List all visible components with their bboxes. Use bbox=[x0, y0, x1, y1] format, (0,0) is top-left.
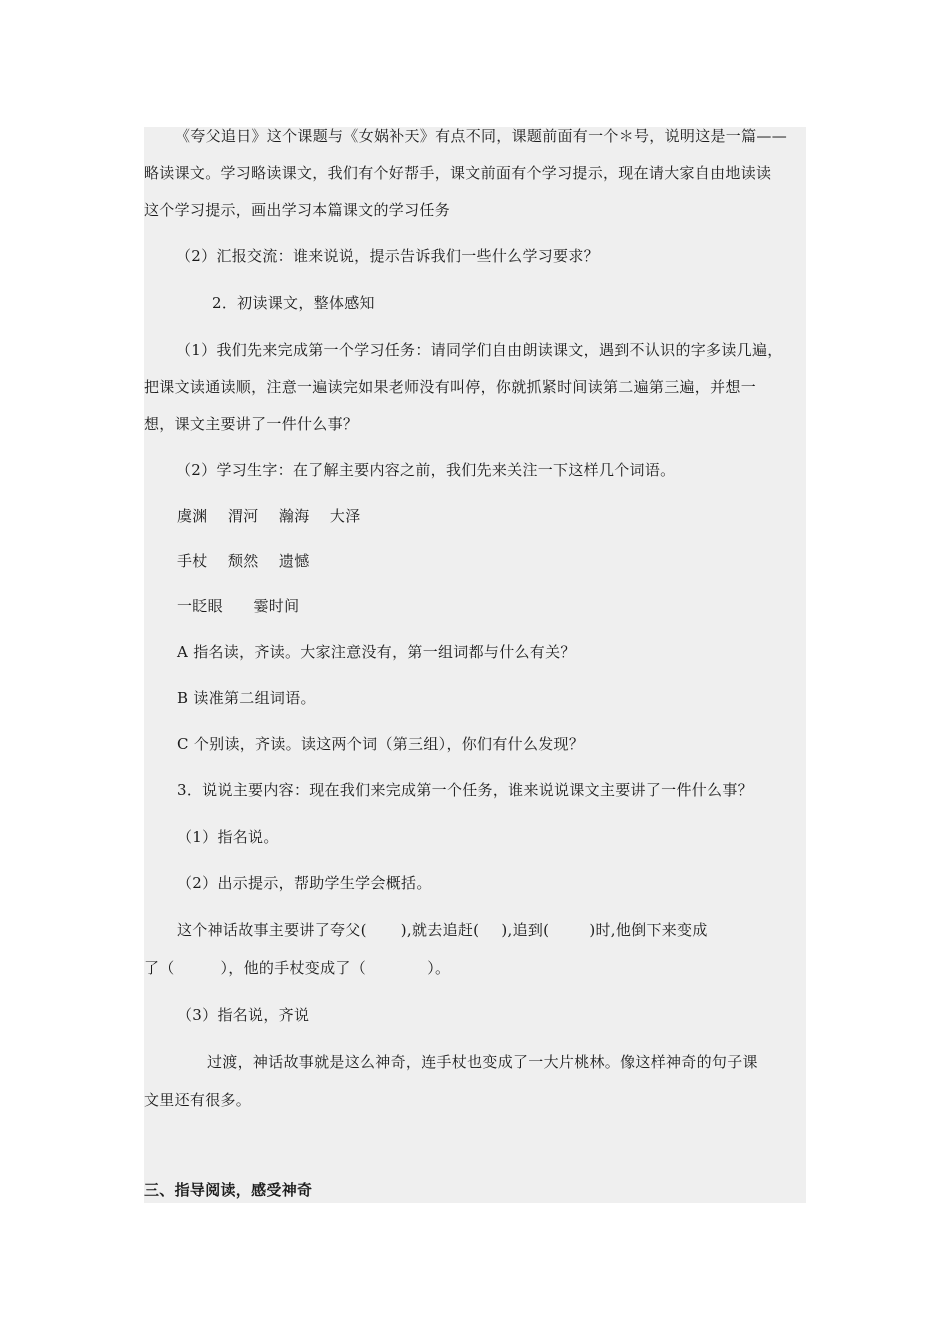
paragraph-line: 文里还有很多。 bbox=[144, 1091, 252, 1109]
section-heading: 三、指导阅读，感受神奇 bbox=[144, 1181, 313, 1199]
highlight-background bbox=[144, 127, 806, 1203]
paragraph-line: （1）指名说。 bbox=[177, 828, 279, 846]
fill-text-a: 这个神话故事主要讲了夸父( bbox=[177, 921, 367, 939]
paragraph-line: 这个学习提示，画出学习本篇课文的学习任务 bbox=[144, 201, 451, 219]
subheading: 2．初读课文，整体感知 bbox=[212, 294, 375, 312]
paragraph-line: C 个别读，齐读。读这两个词（第三组），你们有什么发现？ bbox=[177, 735, 585, 753]
paragraph-line: （2）汇报交流：谁来说说，提示告诉我们一些什么学习要求？ bbox=[176, 247, 599, 265]
fill-text-b: ),就去追赶( bbox=[400, 921, 480, 939]
subheading: 3．说说主要内容：现在我们来完成第一个任务，谁来说说课文主要讲了一件什么事？ bbox=[177, 781, 753, 799]
fill-text-c: ),追到( bbox=[501, 921, 550, 939]
fill-in-line bbox=[177, 920, 708, 940]
paragraph-line: A 指名读，齐读。大家注意没有，第一组词都与什么有关？ bbox=[177, 643, 576, 661]
fill-text-d: )时,他倒下来变成 bbox=[589, 921, 708, 939]
paragraph-line: B 读准第二组词语。 bbox=[177, 689, 316, 707]
vocabulary-group-2: 手杖 颓然 遗憾 bbox=[177, 552, 310, 570]
paragraph-line: 把课文读通读顺，注意一遍读完如果老师没有叫停，你就抓紧时间读第二遍第三遍，并想一 bbox=[144, 378, 757, 396]
paragraph-line: （2）出示提示，帮助学生学会概括。 bbox=[177, 874, 432, 892]
vocabulary-group-3: 一眨眼 霎时间 bbox=[177, 597, 300, 615]
paragraph-line: 过渡，神话故事就是这么神奇，连手杖也变成了一大片桃林。像这样神奇的句子课 bbox=[207, 1053, 758, 1071]
paragraph-line: 《夸父追日》这个课题与《女娲补天》有点不同，课题前面有一个＊号，说明这是一篇—— bbox=[175, 127, 788, 145]
paragraph-line: （2）学习生字：在了解主要内容之前，我们先来关注一下这样几个词语。 bbox=[176, 461, 676, 479]
paragraph-line: 了（ ），他的手杖变成了（ ）。 bbox=[144, 959, 451, 977]
vocabulary-group-1: 虞渊 渭河 瀚海 大泽 bbox=[177, 507, 361, 525]
paragraph-line: （1）我们先来完成第一个学习任务：请同学们自由朗读课文，遇到不认识的字多读几遍， bbox=[176, 341, 783, 359]
paragraph-line: 略读课文。学习略读课文，我们有个好帮手，课文前面有个学习提示，现在请大家自由地读读 bbox=[144, 164, 772, 182]
paragraph-line: （3）指名说，齐说 bbox=[177, 1006, 310, 1024]
paragraph-line: 想，课文主要讲了一件什么事？ bbox=[144, 415, 359, 433]
